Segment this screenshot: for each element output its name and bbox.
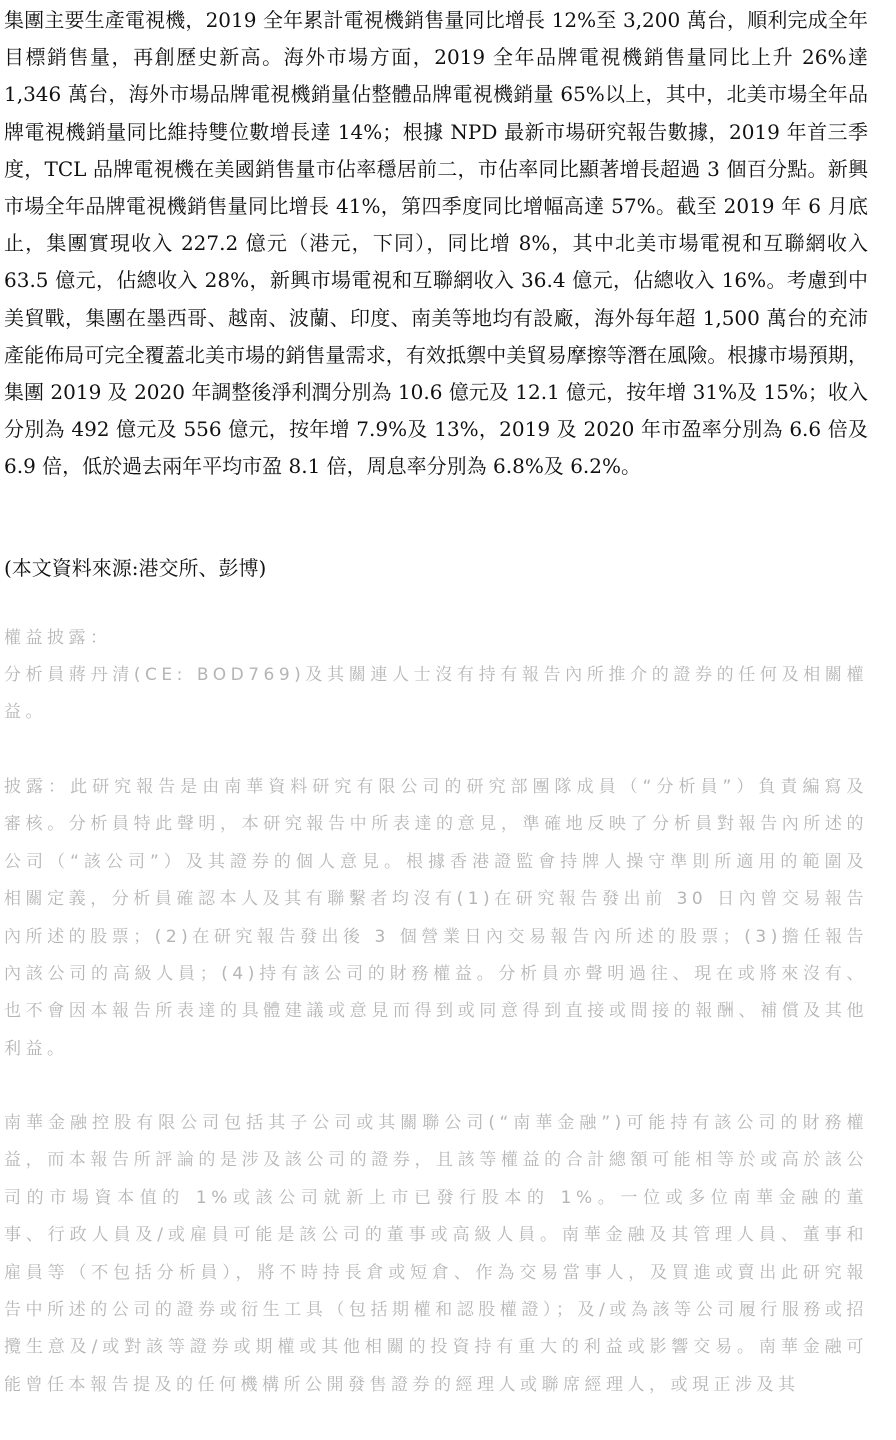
main-paragraph: 集團主要生產電視機，2019 全年累計電視機銷售量同比增長 12%至 3,200 萬台，順利完成全年目標銷售量，再創歷史新高。海外市場方面，2019 全年品牌電視機銷售量同比上升 26%達 1,346 萬台，海外市場品牌電視機銷量佔整體品牌電視機銷量 65%以上，其中，北美市場全年品牌電視機銷量同比維持雙位數增長達 14%；根據 NPD 最新市場研究報告數據，2019 年首三季度，TCL 品牌電視機在美國銷售量市佔率穩居前二，市佔率同比顯著增長超過 3 個百分點。新興市場全年品牌電視機銷售量同比增長 41%，第四季度同比增幅高達 57%。截至 2019 年 6 月底止，集團實現收入 227.2 億元（港元，下同），同比增 8%，其中北美市場電視和互聯網收入 63.5 億元，佔總收入 28%，新興市場電視和互聯網收入 36.4 億元，佔總收入 16%。考慮到中美貿戰，集團在墨西哥、越南、波蘭、印度、南美等地均有設廠，海外每年超 1,500 萬台的充沛產能佈局可完全覆蓋北美市場的銷售量需求，有效抵禦中美貿易摩擦等潛在風險。根據市場預期，集團 2019 及 2020 年調整後淨利潤分別為 10.6 億元及 12.1 億元，按年增 31%及 15%；收入分別為 492 億元及 556 億元，按年增 7.9%及 13%，2019 及 2020 年市盈率分別為 6.6 倍及 6.9 倍，低於過去兩年平均市盈 8.1 倍，周息率分別為 6.8%及 6.2%。 xyxy=(4,8,868,479)
source-note: (本文資料來源:港交所、彭博) xyxy=(4,556,267,580)
analyst-statement-paragraph: 披露：此研究報告是由南華資料研究有限公司的研究部團隊成員（“分析員”）負責編寫及審核。分析員特此聲明，本研究報告中所表達的意見，準確地反映了分析員對報告內所述的公司（“該公司”）及其證券的個人意見。根據香港證監會持牌人操守準則所適用的範圍及相關定義，分析員確認本人及其有聯繫者均沒有(1)在研究報告發出前 30 日內曾交易報告內所述的股票；(2)在研究報告發出後 3 個營業日內交易報告內所述的股票；(3)擔任報告內該公司的高級人員；(4)持有該公司的財務權益。分析員亦聲明過往、現在或將來沒有、也不會因本報告所表達的具體建議或意見而得到或同意得到直接或間接的報酬、補償及其他利益。 xyxy=(4,777,868,1059)
disclosure-heading: 權益披露： xyxy=(4,628,112,648)
firm-statement-paragraph: 南華金融控股有限公司包括其子公司或其關聯公司(“南華金融”)可能持有該公司的財務權益，而本報告所評論的是涉及該公司的證券，且該等權益的合計總額可能相等於或高於該公司的市場資本值的 1%或該公司就新上市已發行股本的 1%。一位或多位南華金融的董事、行政人員及/或雇員可能是該公司的董事或高級人員。南華金融及其管理人員、董事和雇員等（不包括分析員），將不時持長倉或短倉、作為交易當事人，及買進或賣出此研究報告中所述的公司的證券或衍生工具（包括期權和認股權證）；及/或為該等公司履行服務或招攬生意及/或對該等證券或期權或其他相關的投資持有重大的利益或影響交易。南華金融可能曾任本報告提及的任何機構所公開發售證券的經理人或聯席經理人，或現正涉及其 xyxy=(4,1113,868,1395)
analyst-interest-paragraph: 分析員蔣丹清(CE: BOD769)及其關連人士沒有持有報告內所推介的證券的任何及相關權益。 xyxy=(4,665,868,723)
